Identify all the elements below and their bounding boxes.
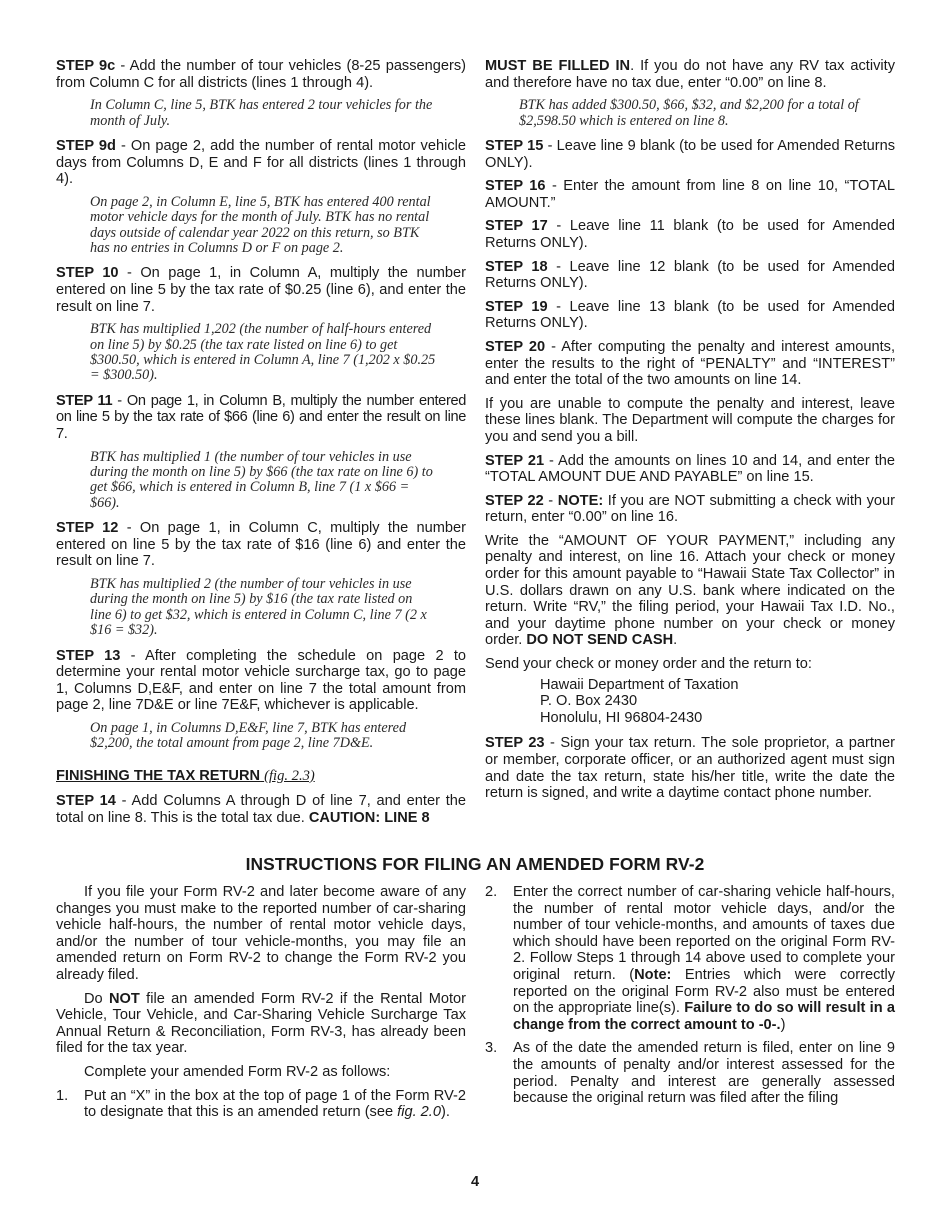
amended-item-3: 3. As of the date the amended return is filed, enter on line 9 the amounts of penalty and/or interest assessed for the period. Penalty and interest are generally assessed because the original return was filed after the filing: [485, 1040, 895, 1107]
step-10-example: BTK has multiplied 1,202 (the number of half-hours entered on line 5) by $0.25 (the tax rate listed on line 6) to get $300.50, which is entered in Column A, line 7 (1,202 x $0.25 = $300.50).: [90, 321, 436, 384]
address-line: P. O. Box 2430: [540, 693, 638, 710]
step-9d: STEP 9d - On page 2, add the number of rental motor vehicle days from Columns D, E and F for all districts (lines 1 through 4).: [56, 138, 466, 188]
step-10: STEP 10 - On page 1, in Column A, multiply the number entered on line 5 by the tax rate of $0.25 (line 6), and enter the result on line 7.: [56, 265, 466, 315]
amended-paragraph-2: Do NOT file an amended Form RV-2 if the Rental Motor Vehicle, Tour Vehicle, and Car-Sharing Vehicle Surcharge Tax Annual Return & Reconciliation, Form RV-3, has already been filed for the tax year.: [56, 990, 466, 1057]
unable-paragraph: If you are unable to compute the penalty and interest, leave these lines blank. The Department will compute the charges for you and send you a bill.: [485, 395, 895, 445]
step-13: STEP 13 - After completing the schedule on page 2 to determine your rental motor vehicle surcharge tax, go to page 1, Columns D,E&F, and enter on line 7 the total amount from page 2, line 7D&E or line 7E&F, whichever is applicable.: [56, 647, 467, 714]
step-19: STEP 19 - Leave line 13 blank (to be used for Amended Returns ONLY).: [485, 298, 895, 332]
step-14-example: BTK has added $300.50, $66, $32, and $2,200 for a total of $2,598.50 which is entered on line 8.: [519, 97, 859, 129]
step-9c-example: In Column C, line 5, BTK has entered 2 tour vehicles for the month of July.: [90, 97, 433, 129]
payment-paragraph: Write the “AMOUNT OF YOUR PAYMENT,” including any penalty and interest, on line 16. Attach your check or money order for this amount payable to “Hawaii State Tax Collector” in U.S. dollars drawn on any U.S. bank where indicated on the return. Write “RV,” the filing period, your Hawaii Tax I.D. No., and your daytime phone number on your check or money order. DO NOT SEND CASH.: [485, 532, 895, 649]
step-17: STEP 17 - Leave line 11 blank (to be used for Amended Returns ONLY).: [485, 218, 896, 251]
address-line: Hawaii Department of Taxation: [540, 676, 739, 693]
amended-item-1: 1. Put an “X” in the box at the top of page 1 of the Form RV-2 to designate that this is an amended return (see fig. 2.0).: [56, 1087, 466, 1121]
step-15: STEP 15 - Leave line 9 blank (to be used for Amended Returns ONLY).: [485, 138, 895, 171]
step-11: STEP 11 - On page 1, in Column B, multiply the number entered on line 5 by the tax rate of $66 (line 6) and enter the result on line 7.: [56, 392, 466, 442]
right-column: [485, 58, 895, 809]
mailing-address: [540, 677, 895, 727]
amended-paragraph-1: If you file your Form RV-2 and later become aware of any changes you must make to the reported number of car-sharing vehicle half-hours, the number of rental motor vehicle days, and/or the number of tour vehicle-months, you may file an amended return on Form RV-2 to change the Form RV-2 you already filed.: [56, 884, 466, 983]
step-23: STEP 23 - Sign your tax return. The sole proprietor, a partner or member, corporate officer, or an authorized agent must sign and date the tax return, state his/her title, write the date the return is signed, and write a daytime contact phone number.: [485, 735, 896, 802]
step-12-example: BTK has multiplied 2 (the number of tour vehicles in use during the month on line 5) by $16 (the tax rate listed on line 6) to get $32, which is entered in Column C, line 7 (2 x $16 = $32).: [90, 576, 427, 639]
step-14: STEP 14 - Add Columns A through D of line 7, and enter the total on line 8. This is the total tax due. CAUTION: LINE 8: [56, 793, 466, 826]
page-number: 4: [470, 1174, 480, 1190]
address-line: Honolulu, HI 96804-2430: [540, 709, 703, 726]
left-column: [56, 58, 466, 834]
amended-item-2: 2. Enter the correct number of car-sharing vehicle half-hours, the number of rental motor vehicle days, and/or the number of tour vehicle-months, and amounts of taxes due which should have been reported on the original Form RV-2. Follow Steps 1 through 14 above used to complete your original return. (Note: Entries which were correctly reported on the original Form RV-2 also must be entered on the appropriate line(s). Failure to do so will result in a change from the correct amount to -0-.): [485, 884, 895, 1033]
step-13-example: On page 1, in Columns D,E&F, line 7, BTK has entered $2,200, the total amount from page 2, line 7D&E.: [90, 720, 407, 752]
step-21: STEP 21 - Add the amounts on lines 10 and 14, and enter the “TOTAL AMOUNT DUE AND PAYABLE” on line 15.: [485, 452, 896, 486]
send-paragraph: Send your check or money order and the return to:: [485, 656, 812, 673]
step-16: STEP 16 - Enter the amount from line 8 on line 10, “TOTAL AMOUNT.”: [485, 178, 896, 211]
step-11-example: BTK has multiplied 1 (the number of tour vehicles in use during the month on line 5) by $66 (the tax rate on line 6) to get $66, which is entered in Column B, line 7 (1 x $66 = $66).: [90, 448, 433, 511]
step-9d-example: On page 2, in Column E, line 5, BTK has entered 400 rental motor vehicle days for the month of July. BTK has no rental days outside of calendar year 2022 on this return, so BTK has no entries in Columns D or F on page 2.: [90, 193, 431, 256]
step-22: STEP 22 - NOTE: If you are NOT submitting a check with your return, enter “0.00” on line 16.: [485, 492, 896, 526]
step-12: STEP 12 - On page 1, in Column C, multiply the number entered on line 5 by the tax rate of $16 (line 6) and enter the result on line 7.: [56, 520, 466, 570]
finishing-heading: FINISHING THE TAX RETURN (fig. 2.3): [56, 767, 315, 784]
amended-left-column: [56, 884, 466, 1128]
step-9c: STEP 9c - Add the number of tour vehicles (8-25 passengers) from Column C for all districts (lines 1 through 4).: [56, 58, 467, 91]
amended-section-title: INSTRUCTIONS FOR FILING AN AMENDED FORM RV-2: [245, 854, 705, 874]
finishing-fig-ref: (fig. 2.3): [264, 767, 315, 784]
step-18: STEP 18 - Leave line 12 blank (to be used for Amended Returns ONLY).: [485, 258, 895, 292]
step-14-continued: MUST BE FILLED IN. If you do not have any RV tax activity and therefore have no tax due, enter “0.00” on line 8.: [485, 58, 895, 91]
step-20: STEP 20 - After computing the penalty and interest amounts, enter the results to the right of “PENALTY” and “INTEREST” and enter the total of the two amounts on line 14.: [485, 338, 895, 389]
amended-paragraph-3: Complete your amended Form RV-2 as follows:: [84, 1063, 391, 1080]
amended-right-column: [485, 884, 895, 1114]
